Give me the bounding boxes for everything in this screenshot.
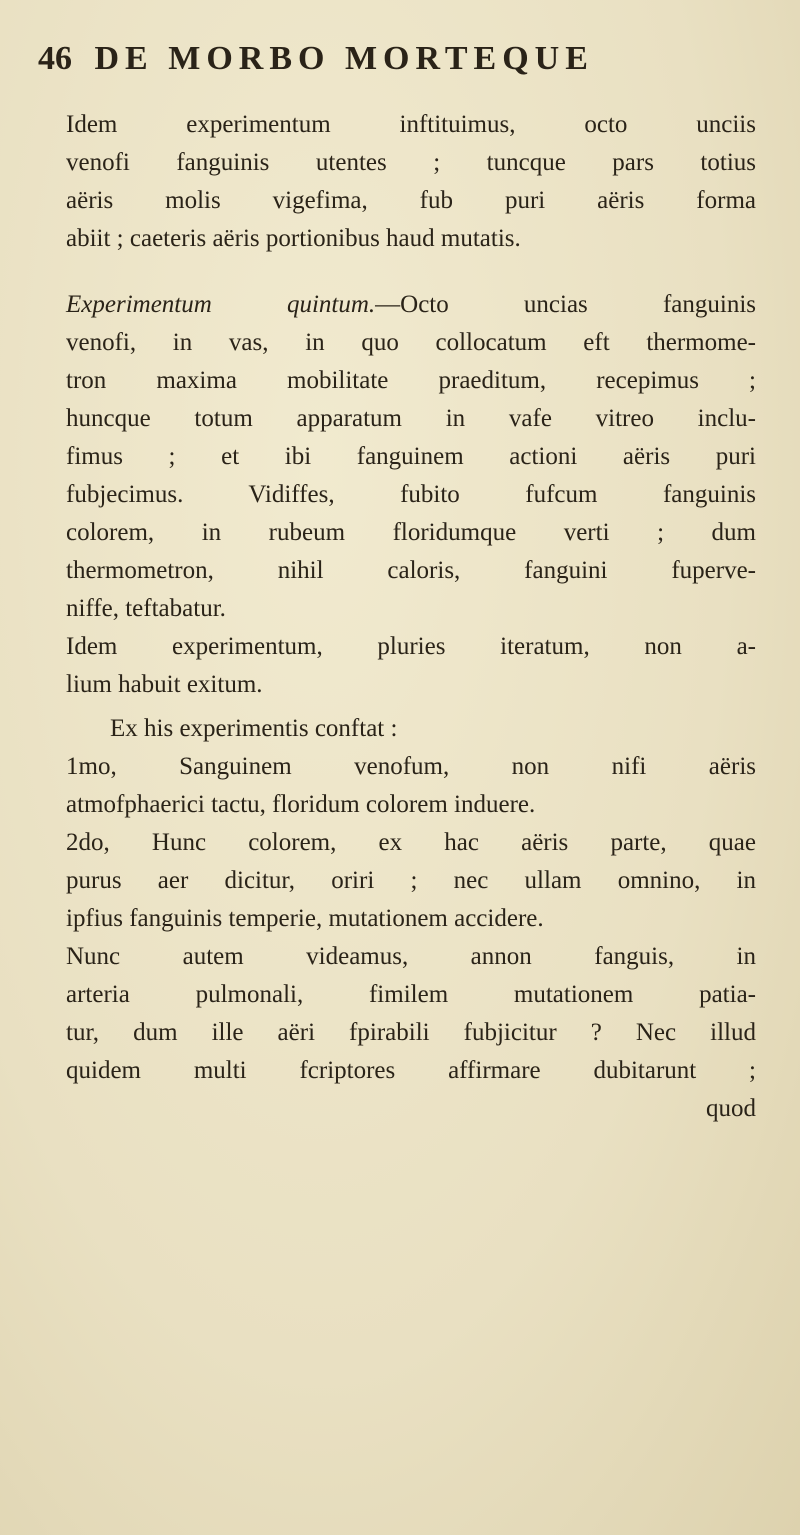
text-line: abiit ; caeteris aëris portionibus haud mutatis. xyxy=(66,225,521,252)
text-line: 1mo, Sanguinem venofum, non nifi aëris xyxy=(66,753,756,780)
running-title: DE MORBO MORTEQUE xyxy=(94,40,594,77)
catchword: quod xyxy=(706,1095,756,1122)
text-line: Idem experimentum inftituimus, octo unciis xyxy=(66,111,756,138)
text-line: huncque totum apparatum in vafe vitreo inclu- xyxy=(66,405,756,432)
text-line: 2do, Hunc colorem, ex hac aëris parte, quae xyxy=(66,829,756,856)
section-heading: Experimentum quintum. xyxy=(66,291,376,318)
text-line: niffe, teftabatur. xyxy=(66,595,226,622)
text-line: tur, dum ille aëri fpirabili fubjicitur ? Nec illud xyxy=(66,1019,756,1046)
page-number: 46 xyxy=(38,40,72,77)
text-line: arteria pulmonali, fimilem mutationem patia- xyxy=(66,981,756,1008)
text-line: Idem experimentum, pluries iteratum, non a- xyxy=(66,633,756,660)
text-line: Nunc autem videamus, annon fanguis, in xyxy=(66,943,756,970)
text-line: fubjecimus. Vidiffes, fubito fufcum fanguinis xyxy=(66,481,756,508)
text-line: thermometron, nihil caloris, fanguini fuperve- xyxy=(66,557,756,584)
text-line: venofi, in vas, in quo collocatum eft thermome- xyxy=(66,329,756,356)
text-line: atmofphaerici tactu, floridum colorem induere. xyxy=(66,791,536,818)
text-line: fimus ; et ibi fanguinem actioni aëris puri xyxy=(66,443,756,470)
text-line: purus aer dicitur, oriri ; nec ullam omnino, in xyxy=(66,867,756,894)
text-line: aëris molis vigefima, fub puri aëris forma xyxy=(66,187,756,214)
text-line: Ex his experimentis conftat : xyxy=(110,715,398,742)
text-line: venofi fanguinis utentes ; tuncque pars totius xyxy=(66,149,756,176)
text-line: quidem multi fcriptores affirmare dubitarunt ; xyxy=(66,1057,756,1084)
text-line: lium habuit exitum. xyxy=(66,671,263,698)
running-header xyxy=(38,40,768,88)
text-line: tron maxima mobilitate praeditum, recepimus ; xyxy=(66,367,756,394)
text-line xyxy=(66,288,756,322)
text-span: —Octo uncias fanguinis xyxy=(375,291,756,318)
text-line: colorem, in rubeum floridumque verti ; dum xyxy=(66,519,756,546)
text-line: ipfius fanguinis temperie, mutationem accidere. xyxy=(66,905,544,932)
